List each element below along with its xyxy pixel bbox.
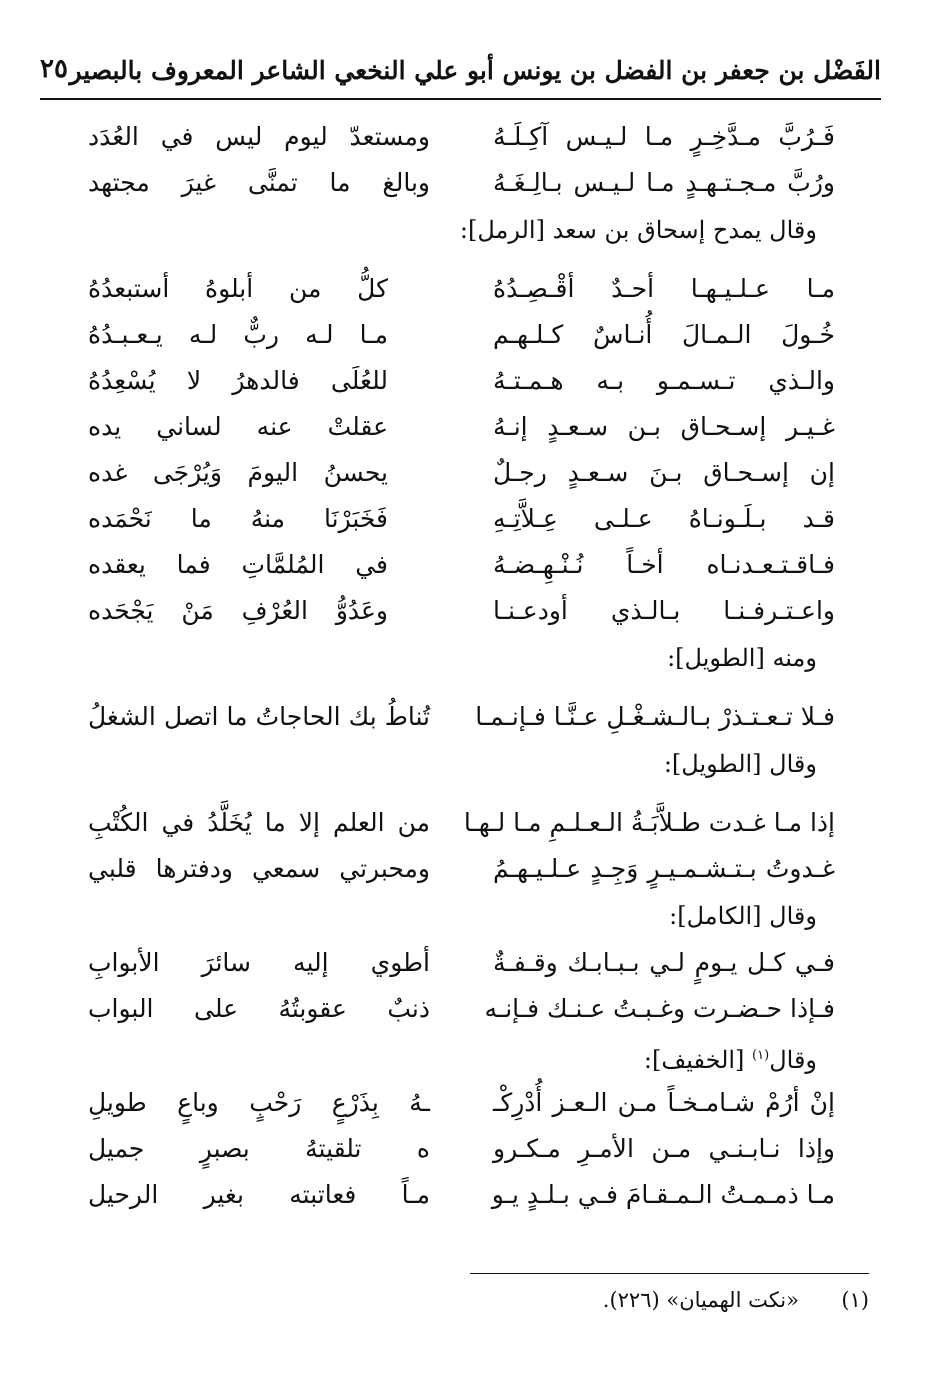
verse-first-hemistich: خُـولَ الـمـالَ أُنـاسٌ كـلـهـم (493, 320, 835, 349)
footnote-text: «نكت الهميان» (٢٢٦). (602, 1288, 799, 1312)
verse (88, 846, 835, 892)
verse-second-hemistich: مـاً فعاتبته بغير الرحيل (88, 1180, 430, 1209)
verse (88, 312, 835, 358)
verse (88, 1172, 835, 1218)
verse-first-hemistich: مـا عـلـيـهـا أحـدٌ أقْـصِـدُهُ (493, 274, 835, 303)
verse (88, 694, 835, 740)
footnote-rule (470, 1273, 869, 1274)
verse-first-hemistich: غـيـر إسـحـاق بـن سـعـدٍ إنـهُ (493, 412, 835, 441)
header-rule (40, 98, 881, 100)
verse-first-hemistich: فـي كـل يـومٍ لـي بـبـابـك وقـفـةٌ (493, 948, 835, 977)
verse-first-hemistich: واعـتـرفـنـا بـالـذي أودعـنـا (493, 596, 835, 625)
verse-second-hemistich: ومحبرتي سمعي ودفترها قلبي (88, 854, 430, 883)
verse-first-hemistich: مـا ذمـمـتُ الـمـقـامَ فـي بـلـدٍ يـو (491, 1180, 835, 1209)
footnote (88, 1288, 869, 1312)
poem-intro: وقال [الكامل]: (669, 902, 817, 930)
verse-second-hemistich: من العلم إلا ما يُخَلَّدُ في الكُتْبِ (88, 808, 430, 837)
running-title: الفَضْل بن جعفر بن الفضل بن يونس أبو علي النخعي الشاعر المعروف بالبصير (69, 56, 881, 85)
verse-first-hemistich: فـاقـتـعـدنـاه أخـاً نُـنْـهِـضـهُ (493, 550, 835, 579)
verse (88, 404, 835, 450)
verse (88, 358, 835, 404)
verse-first-hemistich: ورُبَّ مـجـتـهـدٍ مـا لـيـس بـالِـغَـهُ (493, 168, 835, 197)
verse-second-hemistich: ه تلقيتهُ بصبرٍ جميل (88, 1134, 430, 1163)
verse-first-hemistich: غـدوتُ بـتـشـمـيـرٍ وَجِـدٍ عـلـيـهـمُ (493, 854, 835, 883)
footnote-number: (١) (841, 1288, 869, 1312)
verse-second-hemistich: تُناطُ بك الحاجاتُ ما اتصل الشغلُ (88, 702, 430, 731)
verse (88, 800, 835, 846)
verse-second-hemistich: كلُّ من أبلوهُ أستبعدُهُ (88, 274, 388, 303)
verse (88, 496, 835, 542)
verse-first-hemistich: إن إسـحـاق بـنَ سـعـدٍ رجـلٌ (493, 458, 835, 487)
page-number: ٢٥ (40, 54, 68, 84)
verse-second-hemistich: ذنبٌ عقوبتُهُ على البواب (88, 994, 430, 1023)
poem-intro: وقال [الطويل]: (663, 750, 817, 778)
poem-intro (88, 1032, 835, 1080)
verse-second-hemistich: وعَدُوُّ العُرْفِ مَنْ يَجْحَده (88, 596, 388, 625)
poem-intro: وقال يمدح إسحاق بن سعد [الرمل]: (459, 216, 817, 244)
verse (88, 450, 835, 496)
verse (88, 1126, 835, 1172)
verse (88, 160, 835, 206)
intro-text: وقال (769, 1046, 817, 1074)
verse-second-hemistich: فَخَبَرْنَا منهُ ما نَحْمَده (88, 504, 388, 533)
page-header (40, 52, 881, 100)
verse-second-hemistich: مـا لـه ربٌّ لـه يـعـبـدُهُ (88, 320, 388, 349)
verse-first-hemistich: إنْ أرُمْ شـامـخـاً مـن الـعـز أُدْرِكْـ (493, 1088, 835, 1117)
verse-second-hemistich: يحسنُ اليومَ وَيُرْجَى غده (88, 458, 388, 487)
verse-second-hemistich: عقلتْ عنه لساني يده (88, 412, 388, 441)
page-body (88, 114, 835, 1218)
verse (88, 542, 835, 588)
verse (88, 588, 835, 634)
verse (88, 114, 835, 160)
verse-first-hemistich: فـلا تـعـتـذرْ بـالـشـغْـلِ عـنَّـا فـإنـمـا (475, 702, 835, 731)
verse (88, 986, 835, 1032)
verse-second-hemistich: وبالغ ما تمنَّى غيرَ مجتهد (88, 168, 430, 197)
verse-first-hemistich: قـد بـلَـونـاهُ عـلـى عِـلاَّتِـهِ (493, 504, 835, 533)
verse-first-hemistich: والـذي تـسـمـو بـه هـمـتـهُ (493, 366, 835, 395)
poem-intro: ومنه [الطويل]: (667, 644, 817, 672)
verse-second-hemistich: ـهُ بِذَرْعٍ رَحْبٍ وباعٍ طويلِ (88, 1088, 430, 1117)
verse-first-hemistich: وإذا نـابـنـي مـن الأمـرِ مـكـرو (493, 1134, 835, 1163)
intro-meter: [الخفيف]: (643, 1046, 753, 1074)
verse-first-hemistich: فَـرُبَّ مـدَّخِـرٍ مـا لـيـس آكِـلَـهُ (493, 122, 835, 151)
verse-second-hemistich: في المُلمَّاتِ فما يعقده (88, 550, 388, 579)
verse-second-hemistich: ومستعدّ ليوم ليس في العُدَد (88, 122, 430, 151)
footnote-marker: (١) (752, 1048, 770, 1063)
verse-second-hemistich: للعُلَى فالدهرُ لا يُسْعِدُهُ (88, 366, 388, 395)
verse-first-hemistich: إذا مـا غـدت طـلاَّبَـةُ الـعـلـمِ مـا لـهـا (463, 808, 835, 837)
verse-second-hemistich: أطوي إليه سائرَ الأبوابِ (88, 948, 430, 977)
verse (88, 266, 835, 312)
verse (88, 1080, 835, 1126)
verse (88, 940, 835, 986)
verse-first-hemistich: فـإذا حـضـرت وغـبـتُ عـنـك فـإنـه (484, 994, 835, 1023)
